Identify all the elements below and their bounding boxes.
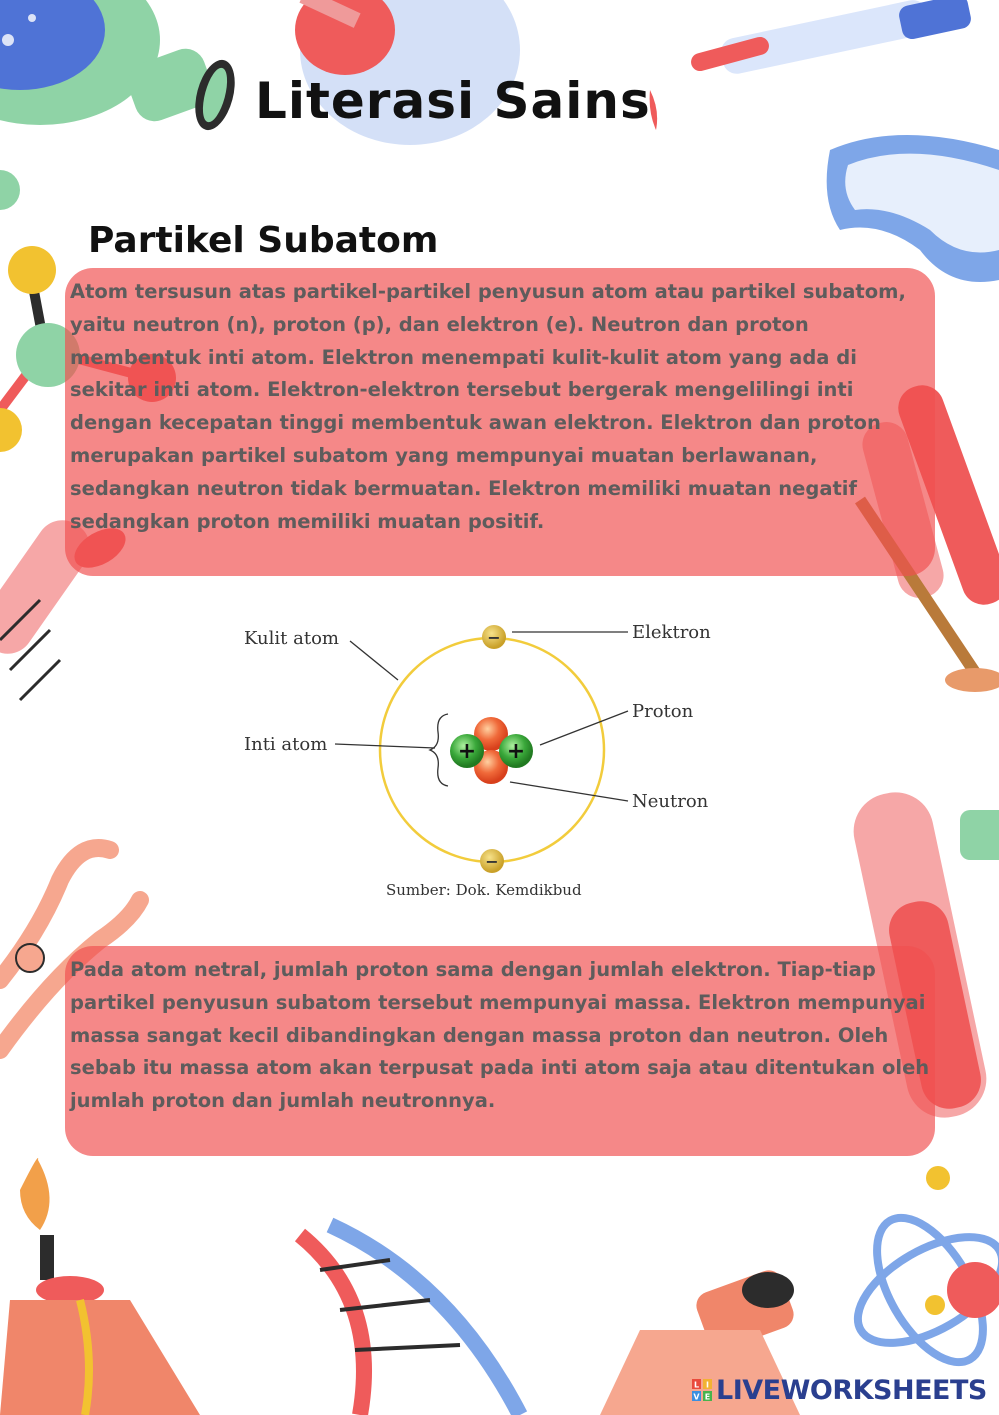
svg-text:L: L: [693, 1380, 700, 1390]
atom-illustration: [841, 1166, 999, 1379]
page-title: Literasi Sains: [255, 72, 651, 130]
svg-text:E: E: [704, 1392, 711, 1401]
flask-illustration: [0, 0, 242, 134]
electron-sign-bottom: −: [485, 852, 499, 871]
label-inti-atom: Inti atom: [244, 734, 328, 755]
label-kulit-atom: Kulit atom: [244, 628, 339, 649]
label-proton: Proton: [632, 701, 694, 722]
pipette-illustration: [650, 0, 973, 130]
burner-illustration: [0, 1158, 200, 1415]
diagram-source: Sumber: Dok. Kemdikbud: [386, 881, 582, 899]
atom-structure-diagram: [230, 608, 750, 908]
electron-sign-top: −: [487, 628, 501, 647]
label-neutron: Neutron: [632, 791, 709, 812]
liveworksheets-logo-icon: [692, 1379, 712, 1401]
paragraph-neutral-atom: Pada atom netral, jumlah proton sama dengan jumlah elektron. Tiap-tiap partikel penyusun subatom tersebut mempunyai massa. Elektron mempunyai massa sangat kecil dibandingkan dengan massa proton dan neutron. Oleh sebab itu massa atom akan terpusat pada inti atom saja atau ditentukan oleh jumlah proton dan jumlah neutronnya.: [70, 958, 930, 1113]
liveworksheets-logo-text: LIVEWORKSHEETS: [716, 1374, 987, 1406]
dna-illustration: [300, 1225, 520, 1415]
svg-text:V: V: [693, 1392, 700, 1401]
label-elektron: Elektron: [632, 622, 711, 643]
goggles-illustration: [827, 135, 999, 282]
svg-text:I: I: [706, 1380, 709, 1390]
proton-sign-right: +: [506, 739, 526, 764]
proton-sign-left: +: [457, 739, 477, 764]
section-title: Partikel Subatom: [88, 220, 439, 261]
liveworksheets-logo: [692, 1372, 987, 1408]
nucleus: [450, 717, 533, 784]
paragraph-subatomic-particles: Atom tersusun atas partikel-partikel penyusun atom atau partikel subatom, yaitu neutron (n), proton (p), dan elektron (e). Neutron dan proton membentuk inti atom. Elektron menempati kulit-kulit atom yang ada di sekitar inti atom. Elektron-elektron tersebut bergerak mengelilingi inti dengan kecepatan tinggi membentuk awan elektron. Elektron dan proton merupakan partikel subatom yang mempunyai muatan berlawanan, sedangkan neutron tidak bermuatan. Elektron memiliki muatan negatif sedangkan proton memiliki muatan positif.: [70, 280, 906, 533]
